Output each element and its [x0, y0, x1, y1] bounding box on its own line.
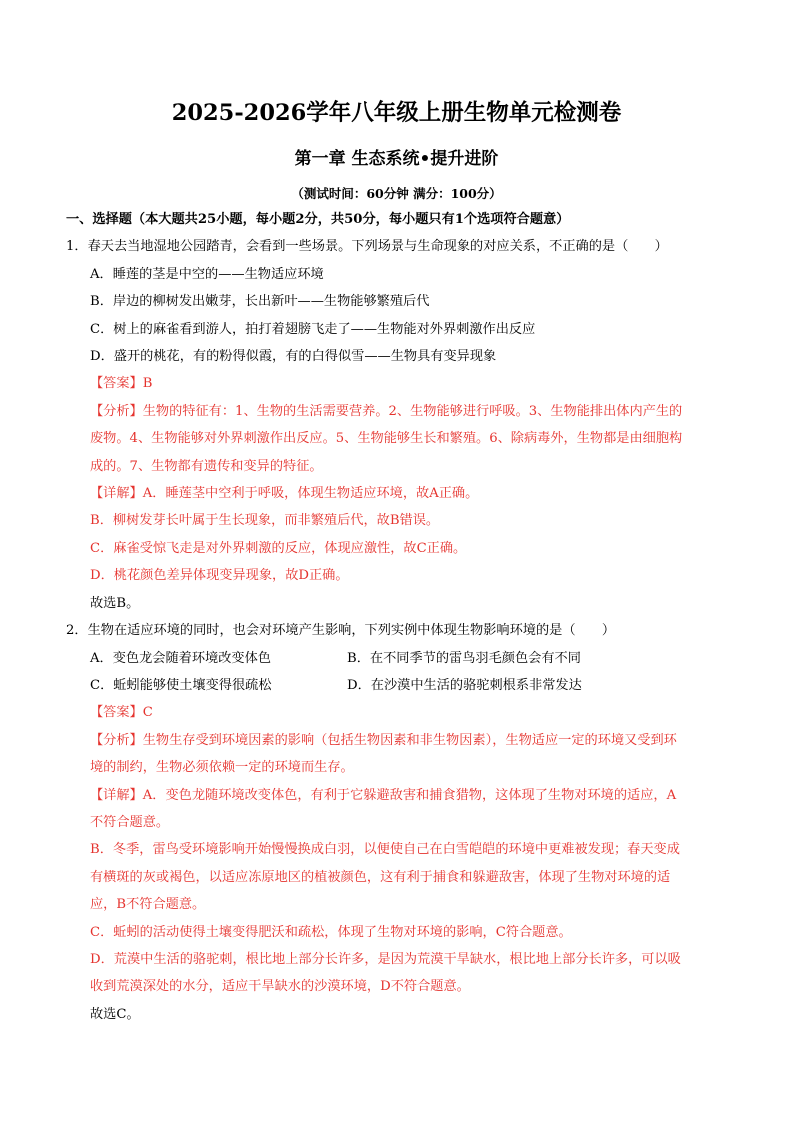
- option-b: B．岸边的柳树发出嫩芽，长出新叶——生物能够繁殖后代: [90, 294, 430, 310]
- option-a: A．变色龙会随着环境改变体色: [90, 650, 271, 666]
- conclusion-line: 故选B。: [90, 595, 140, 611]
- detail-line: 【详解】A．变色龙随环境改变体色，有利于它躲避敌害和捕食猎物，这体现了生物对环境的适应，A: [90, 787, 677, 803]
- analysis-line: 境的制约，生物必须依赖一定的环境而生存。: [90, 760, 354, 776]
- detail-line: D．桃花颜色差异体现变异现象，故D正确。: [90, 568, 349, 584]
- options-row: [66, 645, 730, 672]
- answer-line: 【答案】C: [90, 705, 153, 721]
- detail-line: 不符合题意。: [90, 814, 170, 830]
- chapter-subtitle: 第一章 生态系统•提升进阶: [294, 149, 499, 169]
- detail-line: B．冬季，雷鸟受环境影响开始慢慢换成白羽，以便使自己在白雪皑皑的环境中更难被发现；春天变成: [90, 842, 680, 858]
- exam-content: [66, 206, 730, 1028]
- detail-line: 应，B不符合题意。: [90, 897, 206, 913]
- analysis-line: 废物。4、生物能够对外界刺激作出反应。5、生物能够生长和繁殖。6、除病毒外，生物都是由细胞构: [90, 431, 683, 447]
- section-heading: 一、选择题（本大题共25小题，每小题2分，共50分，每小题只有1个选项符合题意）: [66, 212, 570, 227]
- question-stem: 1．春天去当地湿地公园踏青，会看到一些场景。下列场景与生命现象的对应关系，不正确的是（ ）: [66, 239, 668, 255]
- answer-line: 【答案】B: [90, 376, 153, 392]
- detail-line: D．荒漠中生活的骆驼刺，根比地上部分长许多，是因为荒漠干旱缺水，根比地上部分长许多，可以吸: [90, 951, 681, 967]
- question-2: [66, 617, 730, 1028]
- option-d: D．盛开的桃花，有的粉得似霞，有的白得似雪——生物具有变异现象: [90, 349, 497, 365]
- analysis-line: 成的。7、生物都有遗传和变异的特征。: [90, 458, 323, 474]
- question-stem: 2．生物在适应环境的同时，也会对环境产生影响，下列实例中体现生物影响环境的是（ ）: [66, 623, 616, 639]
- option-a: A．睡莲的茎是中空的——生物适应环境: [90, 266, 324, 282]
- option-d: D．在沙漠中生活的骆驼刺根系非常发达: [347, 677, 582, 693]
- options-row: [66, 672, 730, 699]
- test-info: （测试时间：60分钟 满分：100分）: [291, 186, 502, 201]
- exam-title: 2025-2026学年八年级上册生物单元检测卷: [171, 100, 622, 126]
- conclusion-line: 故选C。: [90, 1006, 140, 1022]
- option-c: C．蚯蚓能够使土壤变得很疏松: [90, 677, 272, 693]
- option-b: B．在不同季节的雷鸟羽毛颜色会有不同: [347, 650, 581, 666]
- option-c: C．树上的麻雀看到游人，拍打着翅膀飞走了——生物能对外界刺激作出反应: [90, 321, 536, 337]
- detail-line: 有横斑的灰或褐色，以适应冻原地区的植被颜色，这有利于捕食和躲避敌害，体现了生物对环境的适: [90, 869, 671, 885]
- analysis-line: 【分析】生物生存受到环境因素的影响（包括生物因素和非生物因素），生物适应一定的环境又受到环: [90, 732, 677, 748]
- detail-line: C．蚯蚓的活动使得土壤变得肥沃和疏松，体现了生物对环境的影响，C符合题意。: [90, 924, 572, 940]
- question-1: [66, 233, 730, 617]
- detail-line: B．柳树发芽长叶属于生长现象，而非繁殖后代，故B错误。: [90, 513, 440, 529]
- detail-line: 【详解】A．睡莲茎中空利于呼吸，体现生物适应环境，故A正确。: [90, 486, 479, 502]
- detail-line: C．麻雀受惊飞走是对外界刺激的反应，体现应激性，故C正确。: [90, 540, 467, 556]
- analysis-line: 【分析】生物的特征有：1、生物的生活需要营养。2、生物能够进行呼吸。3、生物能排出体内产生的: [90, 403, 683, 419]
- detail-line: 收到荒漠深处的水分，适应干旱缺水的沙漠环境，D不符合题意。: [90, 979, 470, 995]
